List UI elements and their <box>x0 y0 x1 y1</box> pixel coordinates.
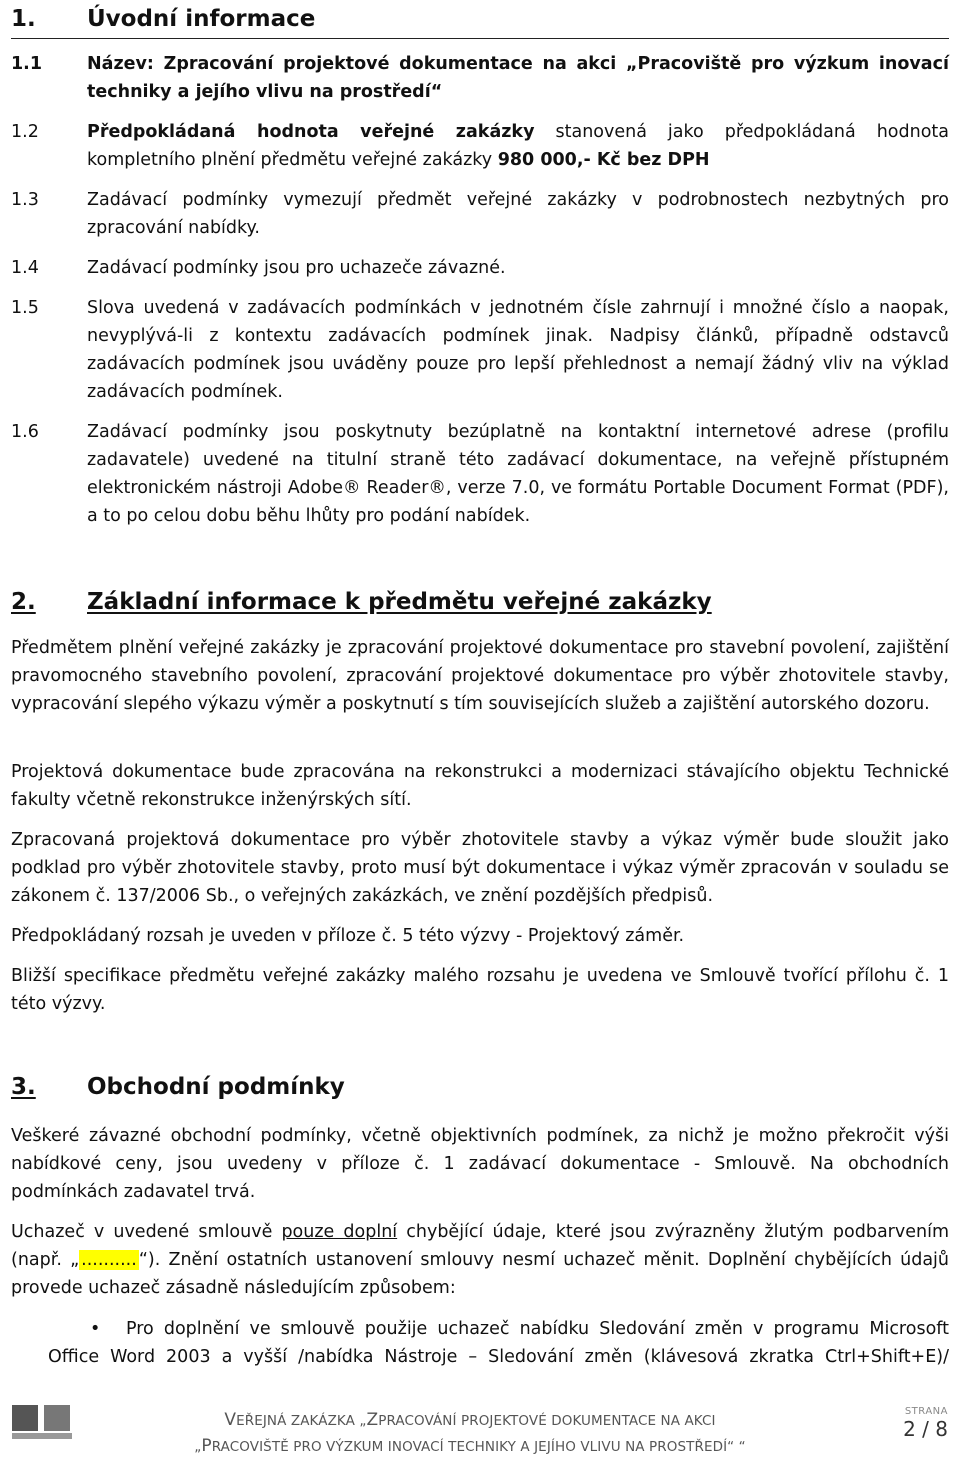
item-text: kompletního plnění předmětu veřejné zakázky <box>87 150 498 170</box>
item-text-line: techniky a jejího vlivu na prostředí“ <box>87 82 443 102</box>
bullet-text-line: Office Word 2003 a vyšší /nabídka Nástroje – Sledování změn (klávesová zkratka Ctrl+Shift+E)/ <box>48 1347 949 1367</box>
paragraph: Bližší specifikace předmětu veřejné zakázky malého rozsahu je uvedena ve Smlouvě tvořící přílohu č. 1 této výzvy. <box>11 966 949 1014</box>
item-1-5 <box>11 294 949 406</box>
section-title: Obchodní podmínky <box>87 1074 345 1100</box>
item-text-line: Název: Zpracování projektové dokumentace na akci „Pracoviště pro výzkum inovací <box>87 54 949 74</box>
bullet-icon: • <box>90 1319 101 1339</box>
item-number: 1.6 <box>11 422 39 442</box>
highlight-placeholder: .......... <box>81 1250 137 1270</box>
footer-text: P <box>201 1436 212 1456</box>
section-heading-1 <box>11 4 315 34</box>
section-heading-2 <box>11 587 712 617</box>
item-number: 1.3 <box>11 190 39 210</box>
item-1-6 <box>11 418 949 530</box>
paragraph: Zpracovaná projektová dokumentace pro výběr zhotovitele stavby a výkaz výměr bude sloužit jako podklad pro výběr zhotovitele stavby, proto musí být dokumentace i výkaz výměr zpracován v souladu se zákonem č. 137/2006 Sb., o veřejných zakázkách, ve znění pozdějších předpisů. <box>11 830 949 906</box>
footer-line-2 <box>110 1436 830 1456</box>
page-number: 2 / 8 <box>903 1417 948 1441</box>
page-footer <box>0 1392 960 1460</box>
heading-rule <box>11 38 949 39</box>
footer-text: „ <box>194 1439 202 1455</box>
text-run: chybějící údaje, které jsou zvýrazněny žlutým podbarvením (např. „ <box>11 1222 949 1270</box>
item-text: Slova uvedená v zadávacích podmínkách v jednotném čísle zahrnují i množné číslo a naopak, nevyplývá-li z kontextu zadávacích podmínek jinak. Nadpisy článků, případně odstavců zadávacích podmínek jsou uváděny pouze pro lepší přehlednost a nemají žádný vliv na výklad zadávacích podmínek. <box>87 298 949 402</box>
item-number: 1.4 <box>11 258 39 278</box>
item-1-3 <box>11 186 949 242</box>
item-1-2 <box>11 118 949 174</box>
bullet-item <box>48 1315 949 1371</box>
paragraph: Předmětem plnění veřejné zakázky je zpracování projektové dokumentace pro stavební povolení, zajištění pravomocného stavebního povolení, zpracování projektové dokumentace pro výběr zhotovitele stavby, vypracování slepého výkazu výměr a poskytnutí s tím souvisejících služeb a zajištění autorského dozoru. <box>11 638 949 714</box>
page-label: STRANA <box>904 1406 948 1417</box>
university-logo-icon <box>12 1405 72 1439</box>
paragraph-fill-instructions <box>11 1218 949 1302</box>
section-number: 3. <box>11 1074 36 1100</box>
item-number: 1.5 <box>11 298 39 318</box>
bullet-text-line: Pro doplnění ve smlouvě použije uchazeč nabídku Sledování změn v programu Microsoft <box>126 1319 949 1339</box>
paragraph: Projektová dokumentace bude zpracována na rekonstrukci a modernizaci stávajícího objektu Technické fakulty včetně rekonstrukce inženýrských sítí. <box>11 762 949 810</box>
item-text: Zadávací podmínky jsou poskytnuty bezúplatně na kontaktní internetové adrese (profilu zadavatele) uvedené na titulní straně této zadávací dokumentace, na veřejně přístupném elektronickém nástroji Adobe® Reader®, verze 7.0, ve formátu Portable Document Format (PDF), a to po celou dobu běhu lhůty pro podání nabídek. <box>87 422 949 526</box>
item-1-4 <box>11 254 949 282</box>
item-number: 1.2 <box>11 122 39 142</box>
text-run: “). Znění ostatních ustanovení smlouvy nesmí uchazeč měnit. Doplnění chybějících údajů provede uchazeč zásadně následujícím způsobem: <box>11 1250 950 1298</box>
footer-text: V <box>224 1410 237 1430</box>
footer-text: PRACOVÁNÍ PROJEKTOVÉ DOKUMENTACE NA AKCI <box>378 1413 716 1429</box>
item-text: stanovená jako předpokládaná hodnota <box>534 122 949 142</box>
footer-text: RACOVIŠTĚ PRO VÝZKUM INOVACÍ TECHNIKY A JEJÍHO VLIVU NA PROSTŘEDÍ“ “ <box>211 1439 746 1455</box>
section-title: Úvodní informace <box>87 6 316 32</box>
estimated-value: 980 000,- Kč bez DPH <box>497 150 710 170</box>
section-title: Základní informace k předmětu veřejné zakázky <box>87 589 712 615</box>
section-number: 2. <box>11 589 36 615</box>
section-number: 1. <box>11 6 36 32</box>
item-bold-text: Předpokládaná hodnota veřejné zakázky <box>87 122 535 142</box>
footer-text: EŘEJNÁ ZAKÁZKA „ <box>236 1413 367 1429</box>
paragraph: Předpokládaný rozsah je uveden v příloze č. 5 této výzvy - Projektový záměr. <box>11 926 685 946</box>
item-text: Zadávací podmínky jsou pro uchazeče závazné. <box>87 258 506 278</box>
item-1-1 <box>11 50 949 106</box>
item-number: 1.1 <box>11 54 43 74</box>
text-run: Uchazeč v uvedené smlouvě <box>11 1222 282 1242</box>
footer-line-1 <box>110 1410 830 1430</box>
underlined-text: pouze doplní <box>281 1222 398 1242</box>
paragraph: Veškeré závazné obchodní podmínky, včetně objektivních podmínek, za nichž je možno překročit výši nabídkové ceny, jsou uvedeny v příloze č. 1 zadávací dokumentace - Smlouvě. Na obchodních podmínkách zadavatel trvá. <box>11 1126 949 1202</box>
item-text: Zadávací podmínky vymezují předmět veřejné zakázky v podrobnostech nezbytných pro zpracování nabídky. <box>87 190 949 238</box>
footer-text: Z <box>366 1410 379 1430</box>
section-heading-3 <box>11 1072 345 1102</box>
